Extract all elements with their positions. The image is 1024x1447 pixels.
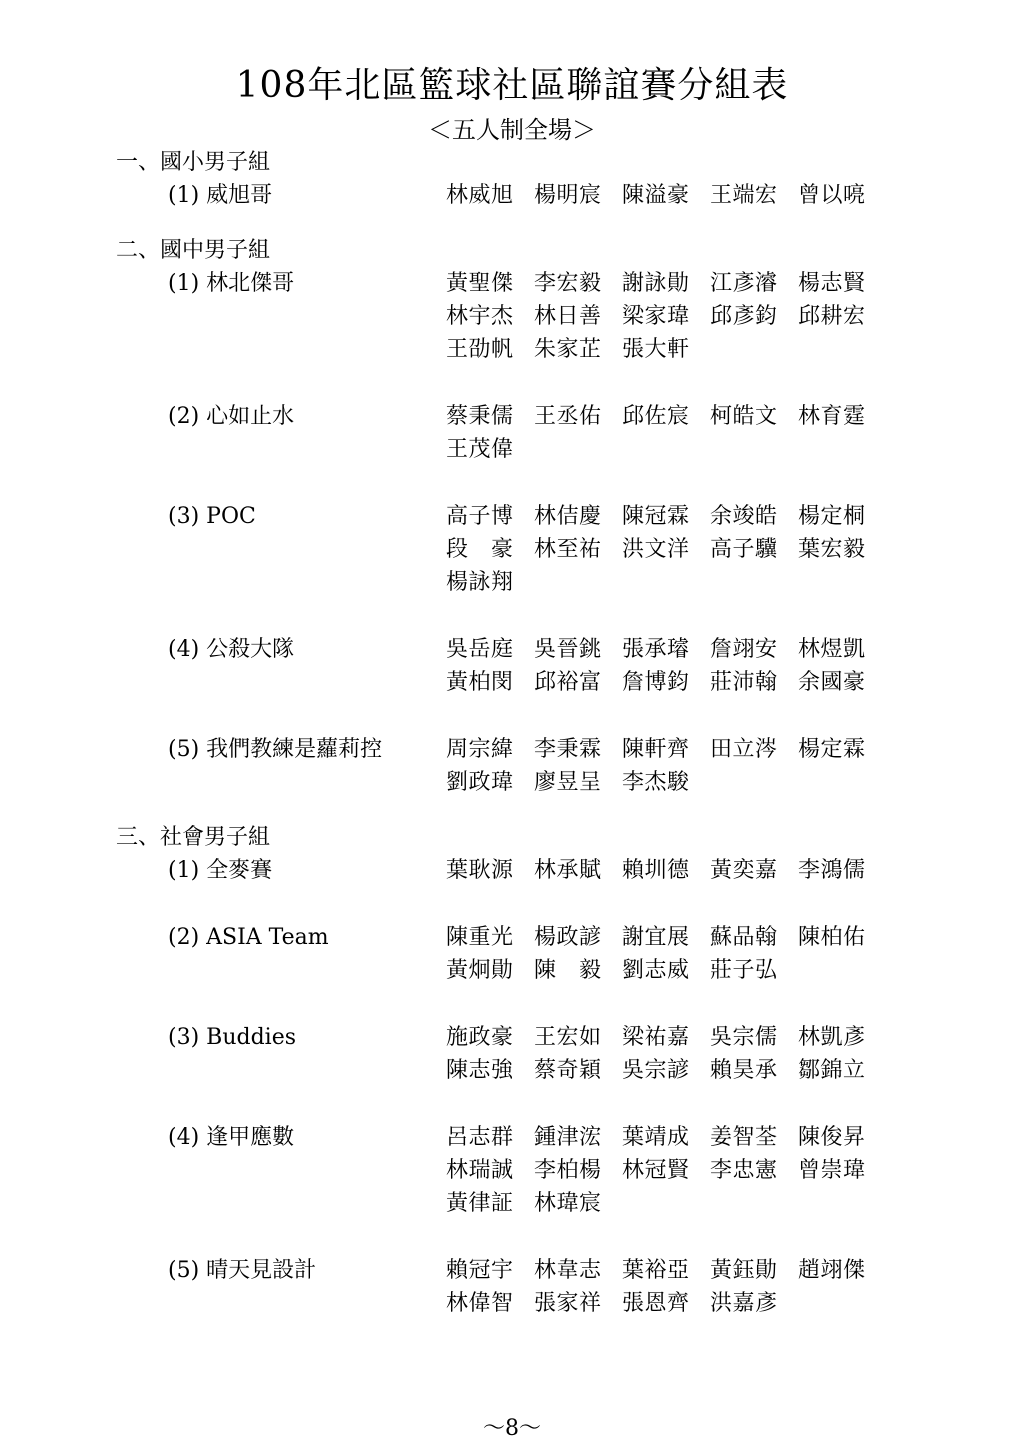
player-name: 余國豪	[798, 670, 866, 695]
player-name: 謝詠勛	[622, 271, 690, 296]
player-name: 王茂偉	[446, 437, 514, 462]
player-name: 林瑋宸	[534, 1191, 602, 1216]
player-name: 賴冠宇	[446, 1258, 514, 1283]
player-name: 林偉智	[446, 1291, 514, 1316]
team-entry	[116, 267, 996, 366]
player-name: 詹博鈞	[622, 670, 690, 695]
player-name: 張大軒	[622, 337, 690, 362]
player-name: 李鴻儒	[798, 858, 866, 883]
team-name: (1) 林北傑哥	[168, 271, 295, 296]
team-roster	[446, 267, 906, 366]
player-name: 黃鈺勛	[710, 1258, 778, 1283]
player-name: 梁祐嘉	[622, 1025, 690, 1050]
page-subtitle: ＜五人制全場＞	[428, 116, 596, 144]
player-name: 賴圳德	[622, 858, 690, 883]
player-name: 張恩齊	[622, 1291, 690, 1316]
player-name: 王劭帆	[446, 337, 514, 362]
team-name: (1) 威旭哥	[168, 183, 273, 208]
player-name: 楊明宸	[534, 183, 602, 208]
team-name: (2) ASIA Team	[168, 925, 329, 950]
player-name: 施政豪	[446, 1025, 514, 1050]
player-name: 謝宜展	[622, 925, 690, 950]
player-name: 李宏毅	[534, 271, 602, 296]
player-name: 莊沛翰	[710, 670, 778, 695]
player-name: 曾以喨	[798, 183, 866, 208]
team-entry	[116, 733, 996, 799]
division-section	[116, 821, 996, 1320]
player-name: 李忠憲	[710, 1158, 778, 1183]
team-name: (2) 心如止水	[168, 404, 295, 429]
player-name: 林日善	[534, 304, 602, 329]
player-name: 洪文洋	[622, 537, 690, 562]
player-name: 張家祥	[534, 1291, 602, 1316]
team-roster	[446, 854, 906, 887]
player-name: 李杰駿	[622, 770, 690, 795]
team-entry	[116, 633, 996, 699]
player-name: 陳柏佑	[798, 925, 866, 950]
player-name: 陳冠霖	[622, 504, 690, 529]
player-name: 趙翊傑	[798, 1258, 866, 1283]
player-name: 黃聖傑	[446, 271, 514, 296]
player-name: 梁家瑋	[622, 304, 690, 329]
player-name: 劉政瑋	[446, 770, 514, 795]
team-entry	[116, 921, 996, 987]
player-name: 王丞佑	[534, 404, 602, 429]
player-name: 鍾津浤	[534, 1125, 602, 1150]
team-entry	[116, 400, 996, 466]
player-name: 段 豪	[446, 537, 514, 562]
player-name: 劉志威	[622, 958, 690, 983]
player-name: 吳宗儒	[710, 1025, 778, 1050]
player-name: 楊政諺	[534, 925, 602, 950]
team-entry	[116, 179, 996, 212]
player-name: 林佶慶	[534, 504, 602, 529]
player-name: 林冠賢	[622, 1158, 690, 1183]
player-name: 陳軒齊	[622, 737, 690, 762]
player-name: 王端宏	[710, 183, 778, 208]
player-name: 周宗緯	[446, 737, 514, 762]
team-roster	[446, 1121, 906, 1220]
division-section	[116, 234, 996, 799]
team-entry	[116, 854, 996, 887]
player-name: 林凱彥	[798, 1025, 866, 1050]
player-name: 陳重光	[446, 925, 514, 950]
player-name: 邱彥鈞	[710, 304, 778, 329]
team-entry	[116, 1121, 996, 1220]
team-name: (4) 公殺大隊	[168, 637, 295, 662]
player-name: 林承賦	[534, 858, 602, 883]
player-name: 廖昱呈	[534, 770, 602, 795]
player-name: 吳宗諺	[622, 1058, 690, 1083]
player-name: 林韋志	[534, 1258, 602, 1283]
player-name: 莊子弘	[710, 958, 778, 983]
team-entry	[116, 500, 996, 599]
player-name: 李柏楊	[534, 1158, 602, 1183]
player-name: 吳晉銚	[534, 637, 602, 662]
player-name: 陳 毅	[534, 958, 602, 983]
team-name: (3) Buddies	[168, 1025, 297, 1050]
player-name: 蘇品翰	[710, 925, 778, 950]
team-roster	[446, 633, 906, 699]
player-name: 李秉霖	[534, 737, 602, 762]
player-name: 王宏如	[534, 1025, 602, 1050]
player-name: 黃奕嘉	[710, 858, 778, 883]
player-name: 高子博	[446, 504, 514, 529]
team-roster	[446, 400, 906, 466]
player-name: 蔡秉儒	[446, 404, 514, 429]
team-roster	[446, 500, 906, 599]
team-name: (1) 全麥賽	[168, 858, 273, 883]
player-name: 洪嘉彥	[710, 1291, 778, 1316]
team-name: (5) 我們教練是蘿莉控	[168, 737, 383, 762]
player-name: 林威旭	[446, 183, 514, 208]
division-list	[116, 146, 996, 1342]
player-name: 邱耕宏	[798, 304, 866, 329]
team-roster	[446, 1254, 906, 1320]
team-name: (3) POC	[168, 504, 256, 529]
player-name: 楊志賢	[798, 271, 866, 296]
player-name: 林瑞誠	[446, 1158, 514, 1183]
division-title: 一、國小男子組	[116, 150, 271, 175]
player-name: 葉裕亞	[622, 1258, 690, 1283]
player-name: 陳俊昇	[798, 1125, 866, 1150]
player-name: 陳溢豪	[622, 183, 690, 208]
player-name: 陳志強	[446, 1058, 514, 1083]
player-name: 楊定桐	[798, 504, 866, 529]
player-name: 姜智荃	[710, 1125, 778, 1150]
page-number: ～8～	[483, 1416, 541, 1441]
player-name: 田立涔	[710, 737, 778, 762]
team-roster	[446, 921, 906, 987]
team-roster	[446, 179, 906, 212]
team-entry	[116, 1021, 996, 1087]
division-section	[116, 146, 996, 212]
player-name: 詹翊安	[710, 637, 778, 662]
player-name: 朱家芷	[534, 337, 602, 362]
player-name: 鄒錦立	[798, 1058, 866, 1083]
player-name: 邱佐宸	[622, 404, 690, 429]
page-title: 108年北區籃球社區聯誼賽分組表	[235, 65, 789, 106]
player-name: 黃柏閔	[446, 670, 514, 695]
player-name: 余竣皓	[710, 504, 778, 529]
player-name: 林煜凱	[798, 637, 866, 662]
player-name: 林至祐	[534, 537, 602, 562]
player-name: 蔡奇穎	[534, 1058, 602, 1083]
player-name: 高子驥	[710, 537, 778, 562]
player-name: 賴昊承	[710, 1058, 778, 1083]
player-name: 曾崇瑋	[798, 1158, 866, 1183]
player-name: 葉宏毅	[798, 537, 866, 562]
player-name: 楊詠翔	[446, 570, 514, 595]
player-name: 柯皓文	[710, 404, 778, 429]
player-name: 江彥濬	[710, 271, 778, 296]
player-name: 張承璿	[622, 637, 690, 662]
player-name: 呂志群	[446, 1125, 514, 1150]
team-roster	[446, 733, 906, 799]
division-title: 二、國中男子組	[116, 238, 271, 263]
player-name: 邱裕富	[534, 670, 602, 695]
team-roster	[446, 1021, 906, 1087]
team-name: (4) 逢甲應數	[168, 1125, 295, 1150]
player-name: 吳岳庭	[446, 637, 514, 662]
player-name: 黃律証	[446, 1191, 514, 1216]
player-name: 葉靖成	[622, 1125, 690, 1150]
player-name: 林宇杰	[446, 304, 514, 329]
player-name: 楊定霖	[798, 737, 866, 762]
division-title: 三、社會男子組	[116, 825, 271, 850]
player-name: 葉耿源	[446, 858, 514, 883]
team-name: (5) 晴天見設計	[168, 1258, 317, 1283]
player-name: 黃炯勛	[446, 958, 514, 983]
team-entry	[116, 1254, 996, 1320]
player-name: 林育霆	[798, 404, 866, 429]
